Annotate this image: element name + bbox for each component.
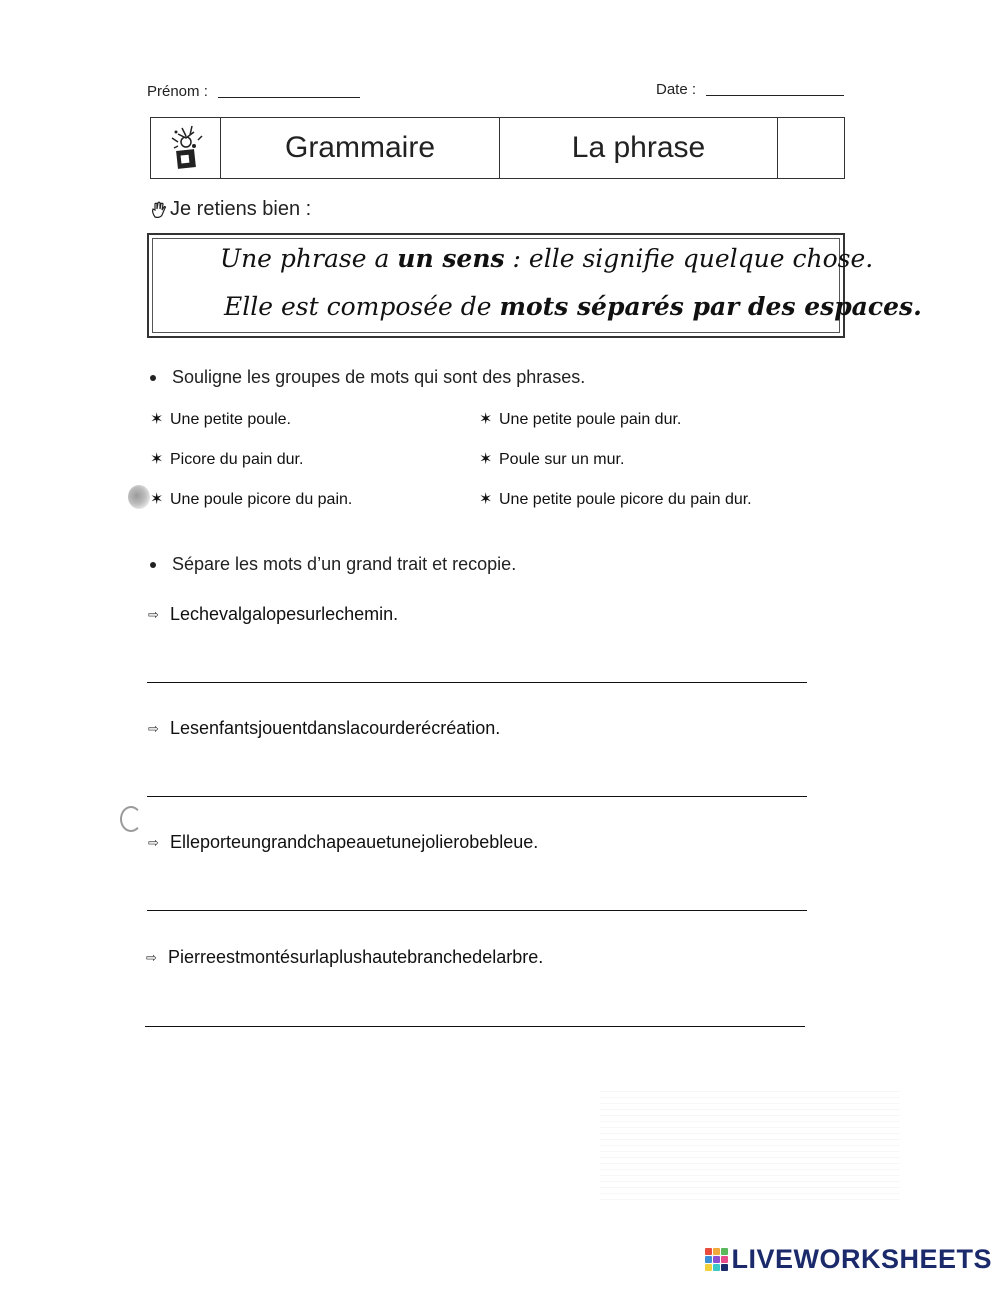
answer-line[interactable] (147, 796, 807, 797)
bullet-icon (150, 562, 156, 568)
exercise1-item-text: Picore du pain dur. (170, 451, 304, 468)
punch-hole-mark (128, 485, 150, 509)
exercise1-item-text: Une petite poule picore du pain dur. (499, 491, 752, 508)
arrow-right-icon: ⇨ (148, 606, 159, 622)
title-empty-cell (778, 118, 844, 178)
prenom-label: Prénom : (147, 83, 208, 100)
answer-line[interactable] (147, 682, 807, 683)
exercise1-item[interactable] (479, 409, 681, 429)
logo-grid-square (705, 1256, 712, 1263)
punch-hole-mark (120, 806, 142, 832)
star-icon: ✶ (150, 411, 164, 428)
jester-box-icon (164, 124, 208, 172)
exercise1-item-text: Une petite poule pain dur. (499, 411, 682, 428)
logo-grid-square (721, 1264, 728, 1271)
rule-line-1-a: Une phrase a (220, 244, 398, 273)
exercise2-item (148, 832, 538, 853)
exercise1-instruction-row (150, 367, 585, 388)
title-icon-cell (151, 118, 221, 178)
logo-grid-icon (705, 1248, 728, 1271)
prenom-field[interactable] (218, 97, 360, 98)
star-icon: ✶ (150, 491, 164, 508)
logo-grid-square (713, 1248, 720, 1255)
title-topic: La phrase (500, 118, 778, 178)
star-icon: ✶ (479, 491, 493, 508)
logo-grid-square (721, 1248, 728, 1255)
star-icon: ✶ (150, 451, 164, 468)
star-icon: ✶ (479, 451, 493, 468)
scan-noise (600, 1090, 900, 1200)
rule-line-2-a: Elle est composée de (224, 292, 500, 321)
arrow-right-icon: ⇨ (148, 834, 159, 850)
exercise1-item[interactable] (150, 409, 291, 429)
exercise1-item-text: Une poule picore du pain. (170, 491, 353, 508)
rule-line-2 (224, 292, 922, 321)
exercise2-item (146, 947, 543, 968)
exercise1-item[interactable] (479, 449, 624, 469)
rule-line-2-b: mots séparés par des espaces. (499, 292, 922, 321)
answer-line[interactable] (147, 910, 807, 911)
answer-line[interactable] (145, 1026, 805, 1027)
exercise2-instruction: Sépare les mots d’un grand trait et recopie. (172, 554, 517, 574)
exercise1-item[interactable] (479, 489, 752, 509)
exercise2-item-text: Lesenfantsjouentdanslacourderécréation. (170, 718, 501, 738)
logo-grid-square (705, 1264, 712, 1271)
lesson-heading: Je retiens bien : (170, 198, 312, 220)
logo-text: LIVEWORKSHEETS (731, 1244, 992, 1274)
exercise2-item-text: Elleporteungrandchapeauetunejolierobebleue. (170, 832, 539, 852)
exercise2-item-text: Pierreestmontésurlaplushautebranchedelarbre. (168, 947, 544, 967)
date-label: Date : (656, 81, 697, 98)
rule-line-1 (220, 244, 873, 273)
exercise2-item (148, 718, 500, 739)
exercise2-instruction-row (150, 554, 516, 575)
rule-line-1-c: : elle signifie quelque chose. (504, 244, 874, 273)
liveworksheets-logo (705, 1244, 992, 1275)
logo-grid-square (721, 1256, 728, 1263)
arrow-right-icon: ⇨ (148, 720, 159, 736)
lesson-heading-row (150, 198, 311, 221)
exercise1-item[interactable] (150, 489, 352, 509)
exercise1-instruction: Souligne les groupes de mots qui sont des phrases. (172, 367, 586, 387)
logo-grid-square (705, 1248, 712, 1255)
title-subject: Grammaire (221, 118, 500, 178)
logo-grid-square (713, 1256, 720, 1263)
logo-grid-square (713, 1264, 720, 1271)
exercise1-item[interactable] (150, 449, 303, 469)
star-icon: ✶ (479, 411, 493, 428)
exercise2-item (148, 604, 398, 625)
arrow-right-icon: ⇨ (146, 949, 157, 965)
date-field[interactable] (706, 95, 844, 96)
bullet-icon (150, 375, 156, 381)
exercise2-item-text: Lechevalgalopesurlechemin. (170, 604, 399, 624)
exercise1-item-text: Une petite poule. (170, 411, 291, 428)
exercise1-item-text: Poule sur un mur. (499, 451, 625, 468)
rule-line-1-b: un sens (397, 244, 505, 273)
hand-icon (150, 201, 168, 219)
title-box (150, 117, 845, 179)
